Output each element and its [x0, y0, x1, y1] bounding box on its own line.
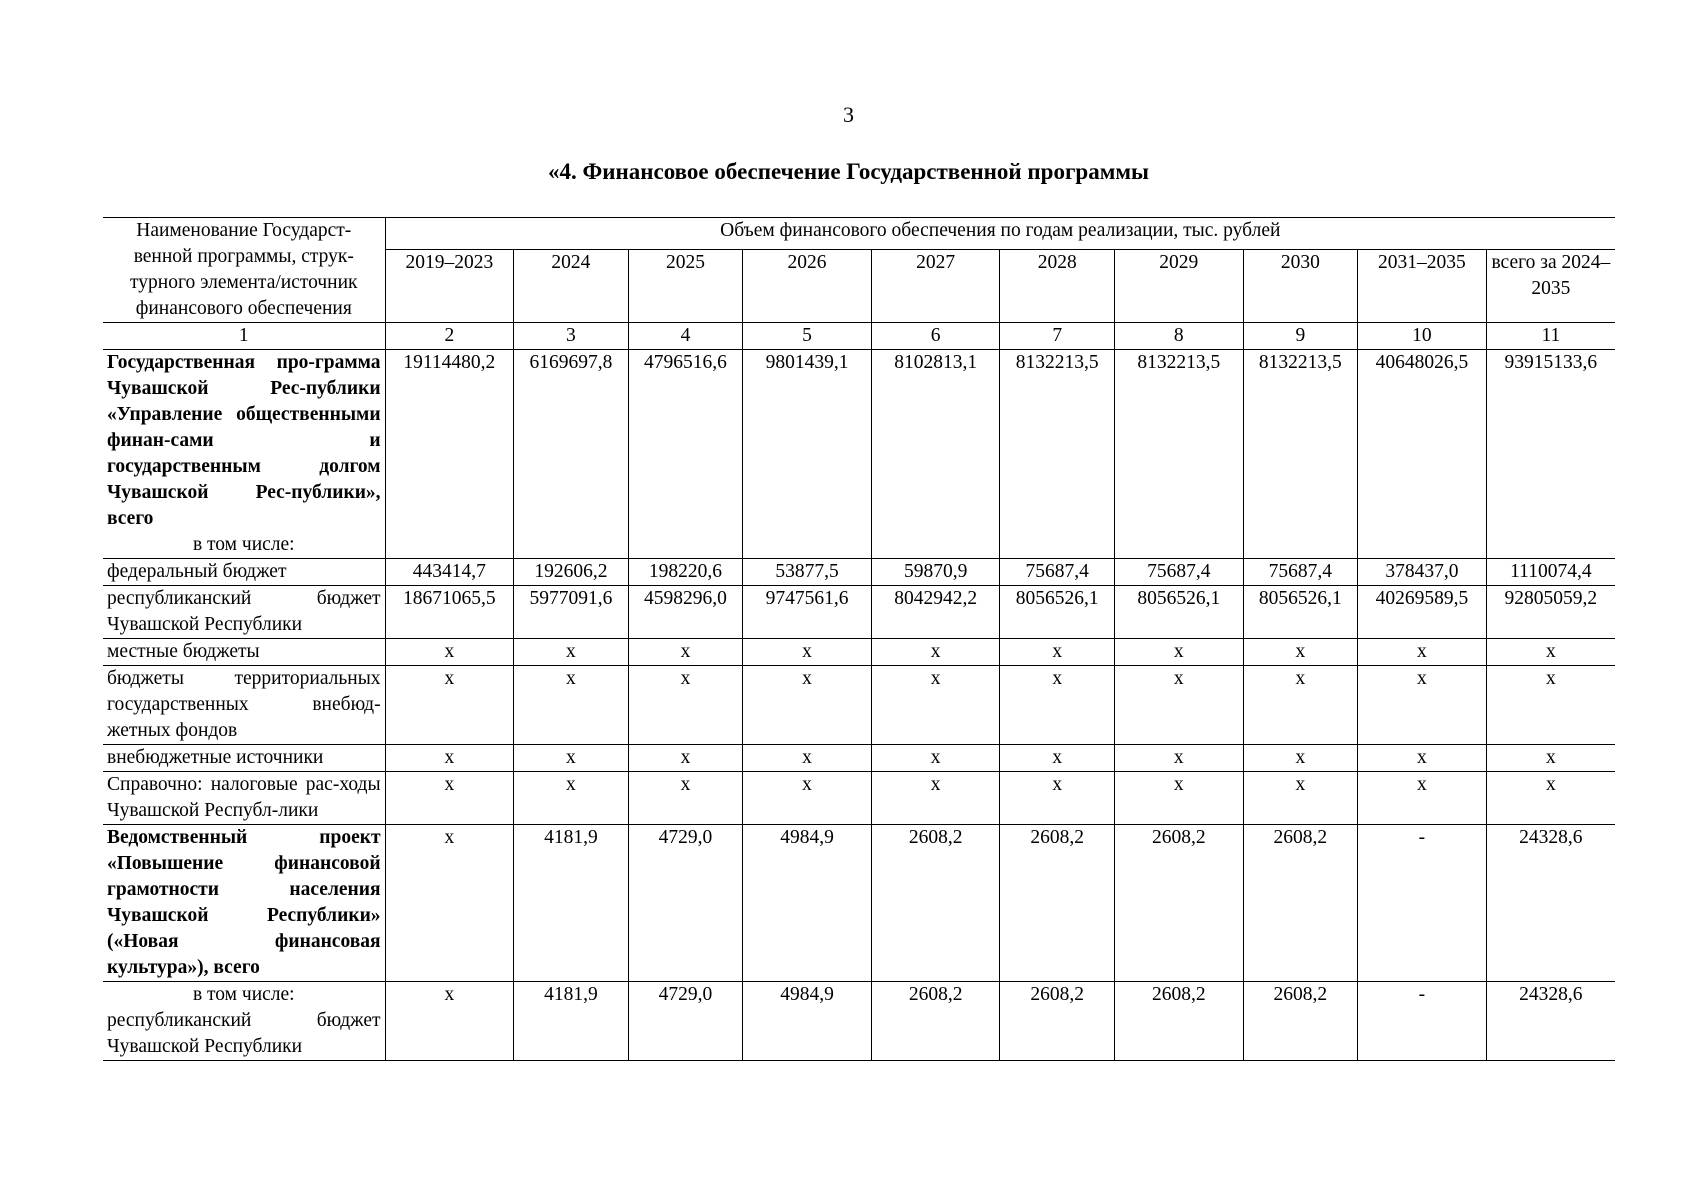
value-cell: 8056526,1: [1114, 586, 1243, 639]
value-cell: x: [385, 666, 514, 745]
value-cell: x: [385, 639, 514, 666]
volume-group-header: Объем финансового обеспечения по годам реализации, тыс. рублей: [385, 218, 1615, 250]
value-cell: 2608,2: [1243, 982, 1358, 1061]
value-cell: 4181,9: [514, 982, 629, 1061]
value-cell: -: [1358, 982, 1487, 1061]
value-cell: 24328,6: [1486, 982, 1615, 1061]
value-cell: x: [1486, 639, 1615, 666]
value-cell: x: [743, 772, 872, 825]
value-cell: x: [1243, 639, 1358, 666]
value-cell: x: [1114, 772, 1243, 825]
table-row: [103, 772, 1615, 825]
value-cell: 53877,5: [743, 559, 872, 586]
value-cell: 2608,2: [871, 825, 1000, 982]
value-cell: x: [628, 666, 743, 745]
value-cell: x: [514, 772, 629, 825]
financing-table: [103, 217, 1615, 1061]
row-name-text: Государственная про-грамма Чувашской Рес-публики «Управление общественными финан-сами и государственным долгом Чувашской Рес-публики», всего: [107, 352, 381, 529]
table-row: [103, 350, 1615, 559]
value-cell: x: [385, 772, 514, 825]
value-cell: x: [871, 745, 1000, 772]
value-cell: 9801439,1: [743, 350, 872, 559]
value-cell: 4598296,0: [628, 586, 743, 639]
column-number: 5: [743, 323, 872, 350]
value-cell: x: [1000, 745, 1115, 772]
value-cell: x: [1000, 666, 1115, 745]
row-name: Ведомственный проект «Повышение финансовой грамотности населения Чувашской Республики» («Новая финансовая культура»), всего: [103, 825, 385, 982]
row-sub-label: в том числе:: [192, 534, 295, 555]
column-number: 9: [1243, 323, 1358, 350]
table-row: [103, 666, 1615, 745]
row-name: федеральный бюджет: [103, 559, 385, 586]
value-cell: 5977091,6: [514, 586, 629, 639]
value-cell: x: [385, 982, 514, 1061]
row-name: [103, 350, 385, 559]
value-cell: x: [514, 639, 629, 666]
column-number: 6: [871, 323, 1000, 350]
value-cell: 198220,6: [628, 559, 743, 586]
value-cell: 59870,9: [871, 559, 1000, 586]
value-cell: 6169697,8: [514, 350, 629, 559]
row-name: местные бюджеты: [103, 639, 385, 666]
row-name: внебюджетные источники: [103, 745, 385, 772]
value-cell: x: [743, 639, 872, 666]
value-cell: x: [1486, 666, 1615, 745]
value-cell: x: [385, 745, 514, 772]
value-cell: 75687,4: [1243, 559, 1358, 586]
column-number: 4: [628, 323, 743, 350]
column-number-row: [103, 323, 1615, 350]
value-cell: 92805059,2: [1486, 586, 1615, 639]
value-cell: x: [1486, 772, 1615, 825]
value-cell: 1110074,4: [1486, 559, 1615, 586]
value-cell: x: [514, 666, 629, 745]
column-number: 1: [103, 323, 385, 350]
year-header: 2029: [1114, 250, 1243, 323]
table-row: [103, 982, 1615, 1061]
value-cell: x: [743, 666, 872, 745]
value-cell: 4796516,6: [628, 350, 743, 559]
value-cell: 8056526,1: [1243, 586, 1358, 639]
value-cell: 192606,2: [514, 559, 629, 586]
table-row: [103, 559, 1615, 586]
value-cell: 40648026,5: [1358, 350, 1487, 559]
column-number: 8: [1114, 323, 1243, 350]
column-number: 11: [1486, 323, 1615, 350]
value-cell: 2608,2: [1000, 982, 1115, 1061]
value-cell: 40269589,5: [1358, 586, 1487, 639]
value-cell: x: [1114, 639, 1243, 666]
value-cell: 8132213,5: [1243, 350, 1358, 559]
value-cell: x: [1358, 745, 1487, 772]
value-cell: x: [1000, 772, 1115, 825]
value-cell: 93915133,6: [1486, 350, 1615, 559]
table-row: [103, 586, 1615, 639]
total-header: всего за 2024–2035: [1486, 250, 1615, 323]
value-cell: 2608,2: [1243, 825, 1358, 982]
value-cell: x: [1486, 745, 1615, 772]
value-cell: 9747561,6: [743, 586, 872, 639]
year-header: 2024: [514, 250, 629, 323]
value-cell: 443414,7: [385, 559, 514, 586]
value-cell: 4729,0: [628, 982, 743, 1061]
row-name-text: республиканский бюджет Чувашской Республики: [107, 1010, 381, 1057]
year-header: 2031–2035: [1358, 250, 1487, 323]
value-cell: x: [628, 772, 743, 825]
value-cell: 2608,2: [871, 982, 1000, 1061]
row-name: [103, 982, 385, 1061]
value-cell: 378437,0: [1358, 559, 1487, 586]
year-header: 2019–2023: [385, 250, 514, 323]
value-cell: 75687,4: [1000, 559, 1115, 586]
table-row: [103, 825, 1615, 982]
year-header: 2030: [1243, 250, 1358, 323]
value-cell: 8102813,1: [871, 350, 1000, 559]
value-cell: 24328,6: [1486, 825, 1615, 982]
value-cell: 18671065,5: [385, 586, 514, 639]
value-cell: x: [514, 745, 629, 772]
year-header: 2025: [628, 250, 743, 323]
value-cell: -: [1358, 825, 1487, 982]
value-cell: 8132213,5: [1114, 350, 1243, 559]
value-cell: x: [1243, 772, 1358, 825]
table-row: [103, 639, 1615, 666]
value-cell: x: [1358, 772, 1487, 825]
name-column-header: Наименование Государст-венной программы, струк-турного элемента/источник финансового обеспечения: [103, 218, 385, 323]
value-cell: x: [871, 772, 1000, 825]
column-number: 3: [514, 323, 629, 350]
value-cell: x: [1358, 666, 1487, 745]
value-cell: x: [628, 639, 743, 666]
value-cell: 75687,4: [1114, 559, 1243, 586]
value-cell: 19114480,2: [385, 350, 514, 559]
column-number: 2: [385, 323, 514, 350]
section-title: «4. Финансовое обеспечение Государственной программы: [548, 159, 1149, 184]
value-cell: x: [1000, 639, 1115, 666]
value-cell: x: [1358, 639, 1487, 666]
year-header: 2028: [1000, 250, 1115, 323]
row-name: Справочно: налоговые рас-ходы Чувашской Республ-лики: [103, 772, 385, 825]
value-cell: x: [871, 639, 1000, 666]
row-name: бюджеты территориальных государственных внебюд-жетных фондов: [103, 666, 385, 745]
value-cell: x: [743, 745, 872, 772]
value-cell: x: [385, 825, 514, 982]
page-number: 3: [843, 102, 854, 127]
value-cell: 4729,0: [628, 825, 743, 982]
year-header: 2027: [871, 250, 1000, 323]
value-cell: 8132213,5: [1000, 350, 1115, 559]
value-cell: 4984,9: [743, 982, 872, 1061]
value-cell: x: [1243, 745, 1358, 772]
value-cell: x: [871, 666, 1000, 745]
value-cell: 4181,9: [514, 825, 629, 982]
value-cell: 8042942,2: [871, 586, 1000, 639]
value-cell: 8056526,1: [1000, 586, 1115, 639]
row-sub-label: в том числе:: [192, 984, 295, 1005]
column-number: 7: [1000, 323, 1115, 350]
value-cell: x: [628, 745, 743, 772]
value-cell: 4984,9: [743, 825, 872, 982]
column-number: 10: [1358, 323, 1487, 350]
header-row-group: [103, 218, 1615, 250]
table-row: [103, 745, 1615, 772]
value-cell: x: [1243, 666, 1358, 745]
value-cell: x: [1114, 666, 1243, 745]
value-cell: 2608,2: [1000, 825, 1115, 982]
year-header: 2026: [743, 250, 872, 323]
row-name: республиканский бюджет Чувашской Республики: [103, 586, 385, 639]
value-cell: 2608,2: [1114, 982, 1243, 1061]
value-cell: 2608,2: [1114, 825, 1243, 982]
value-cell: x: [1114, 745, 1243, 772]
